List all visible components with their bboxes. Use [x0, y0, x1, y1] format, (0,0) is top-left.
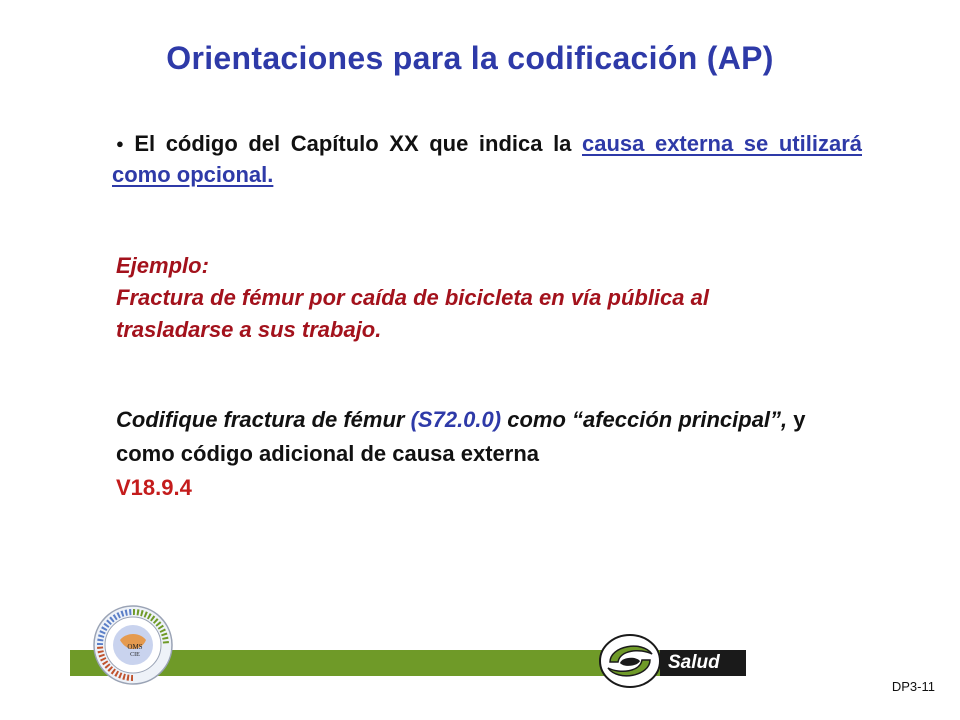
- instruction-part-1: Codifique fractura de fémur: [116, 407, 411, 432]
- bullet-icon: ●: [116, 136, 129, 151]
- svg-text:OMS: OMS: [127, 643, 143, 651]
- svg-text:CIE: CIE: [130, 652, 140, 658]
- instruction-block: [116, 403, 836, 505]
- code-v18: V18.9.4: [116, 475, 192, 500]
- cemece-seal-icon: [92, 604, 174, 686]
- code-s72: (S72.0.0): [410, 407, 502, 432]
- example-label: Ejemplo:: [116, 253, 209, 278]
- example-line-1: Fractura de fémur por caída de bicicleta en vía pública al: [116, 285, 709, 310]
- salud-swirl-logo-icon: [598, 632, 662, 690]
- salud-logo-text: Salud: [668, 652, 720, 673]
- example-line-2: trasladarse a sus trabajo.: [116, 317, 382, 342]
- bullet-link-text[interactable]: causa externa se utilizará como opcional.: [112, 131, 862, 187]
- bullet-text: El código del Capítulo XX que indica la: [134, 131, 582, 156]
- example-block: [116, 250, 876, 346]
- slide-number: DP3-11: [891, 679, 935, 694]
- bullet-point: [112, 128, 862, 190]
- instruction-part-2: como “afección principal”,: [501, 407, 788, 432]
- slide-title: Orientaciones para la codificación (AP): [166, 40, 774, 76]
- instruction-part-3: y como código adicional de causa externa: [116, 407, 806, 466]
